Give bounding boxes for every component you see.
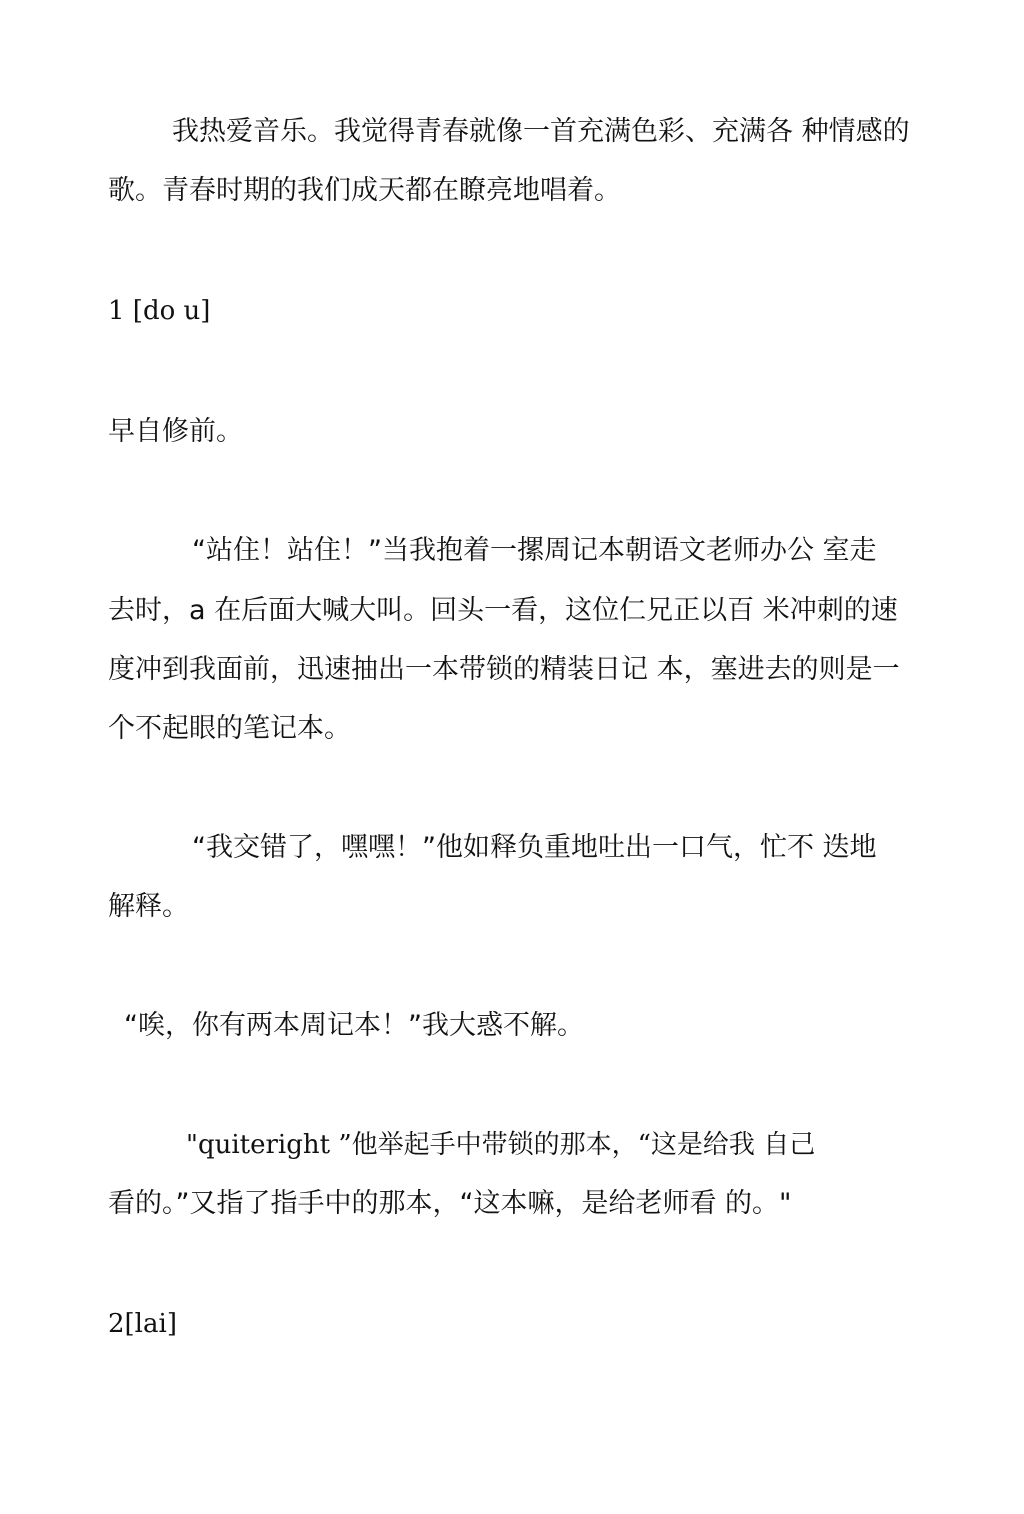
stop-line-1: “站住！站住！”当我抱着一摞周记本朝语文老师办公 室走 <box>192 535 877 566</box>
intro-line-2: 歌。青春时期的我们成天都在瞭亮地唱着。 <box>108 175 621 206</box>
intro-line-1: 我热爱音乐。我觉得青春就像一首充满色彩、充满各 种情感的 <box>172 116 910 147</box>
reply-line-2: 看的。”又指了指手中的那本，“这本嘛，是给老师看 的。" <box>108 1188 792 1219</box>
stop-line-2: 去时，a 在后面大喊大叫。回头一看，这位仁兄正以百 米冲刺的速 <box>108 595 898 626</box>
morning-line: 早自修前。 <box>108 416 243 447</box>
section-heading-2: 2[lai] <box>108 1309 177 1339</box>
stop-line-3: 度冲到我面前，迅速抽出一本带锁的精装日记 本，塞进去的则是一 <box>108 654 900 685</box>
section-heading-1: 1 [do u] <box>108 296 211 326</box>
question-line: “唉，你有两本周记本！”我大惑不解。 <box>124 1010 584 1041</box>
wrong-line-1: “我交错了，嘿嘿！”他如释负重地吐出一口气，忙不 迭地 <box>192 832 877 863</box>
wrong-line-2: 解释。 <box>108 891 189 922</box>
stop-line-4: 个不起眼的笔记本。 <box>108 713 351 744</box>
reply-line-1: "quiteright ”他举起手中带锁的那本，“这是给我 自己 <box>186 1130 816 1160</box>
